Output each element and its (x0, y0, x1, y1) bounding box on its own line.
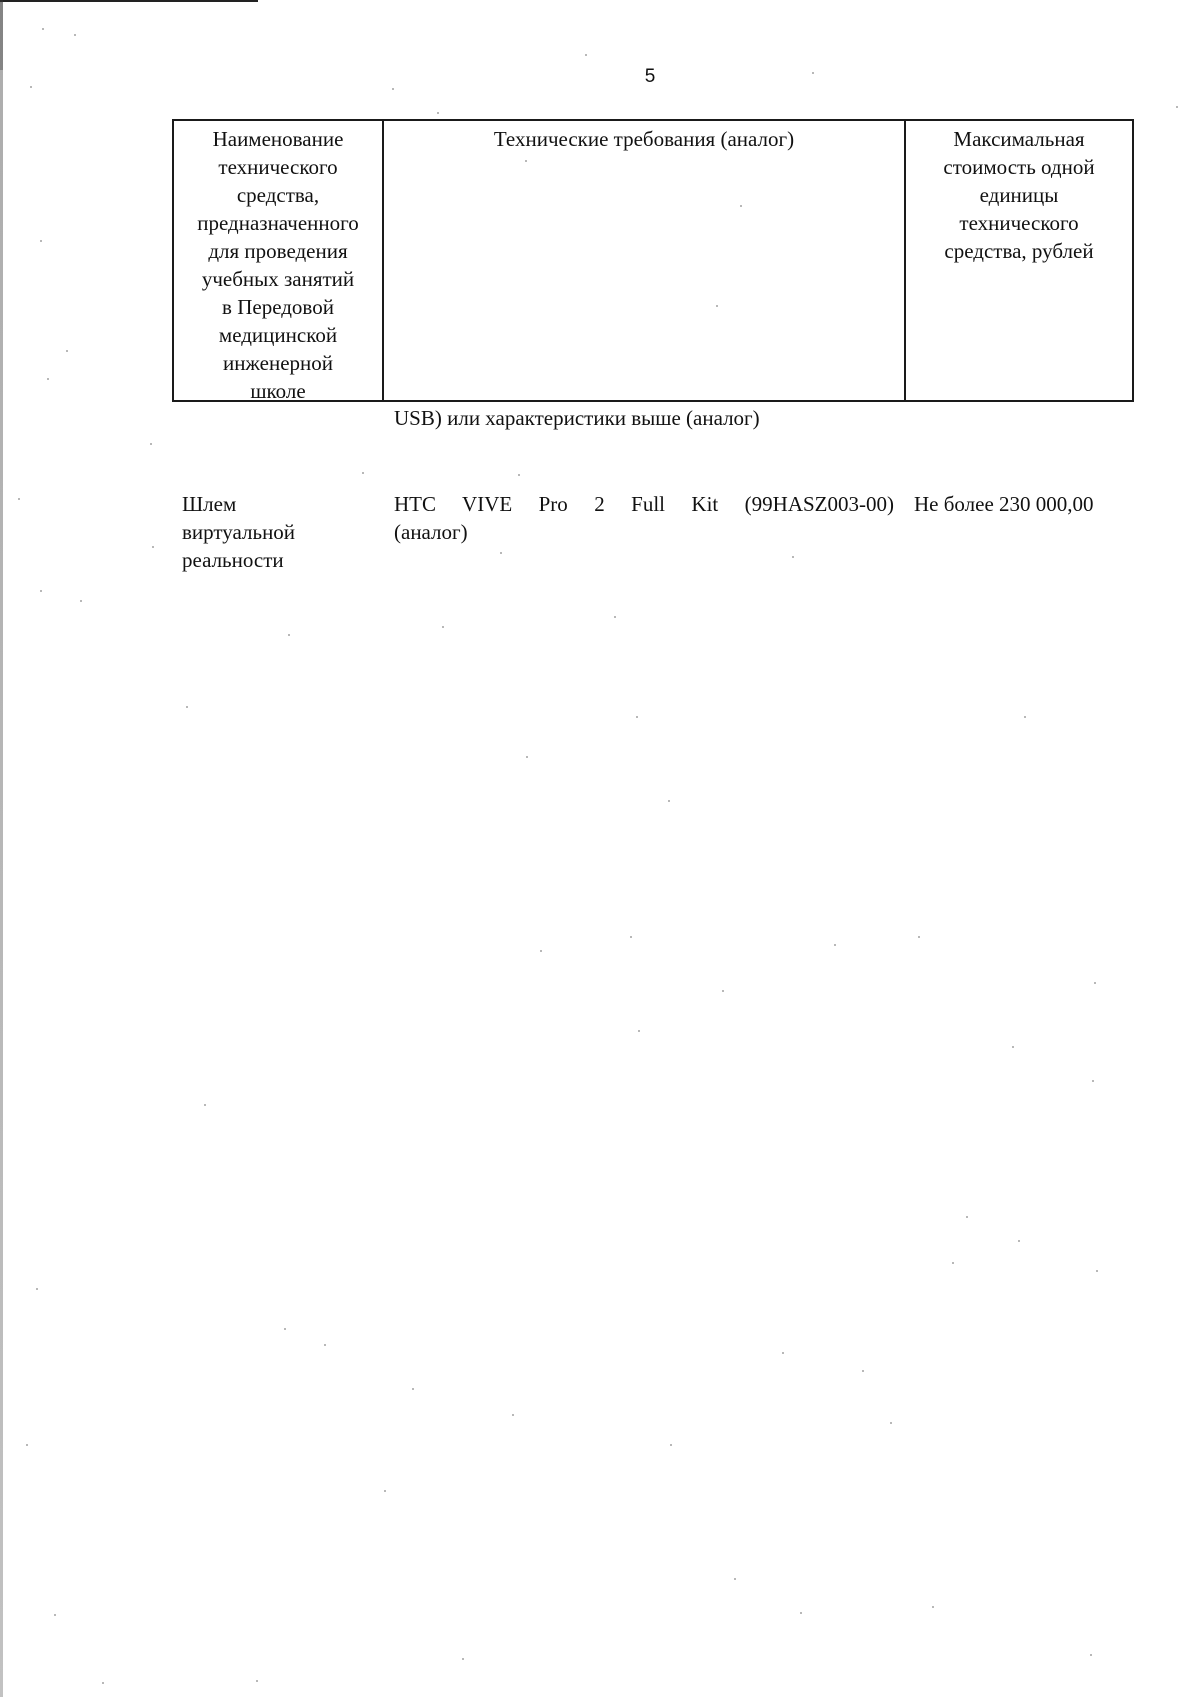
row-name-line: Шлем (182, 492, 237, 516)
header-name-line: медицинской (218, 323, 338, 347)
scan-left-edge (0, 0, 3, 1697)
header-name-line: школе (250, 379, 306, 403)
header-price-line: единицы (979, 183, 1059, 207)
requirements-continuation: USB) или характеристики выше (аналог) (394, 406, 760, 430)
table-header (172, 119, 1134, 402)
top-rule (0, 0, 258, 2)
header-name-line: предназначенного (197, 211, 359, 235)
header-name-line: технического (218, 155, 338, 179)
header-price-line: технического (959, 211, 1079, 235)
row-max-price: Не более 230 000,00 (914, 492, 1094, 516)
header-name-line: учебных занятий (201, 267, 355, 291)
header-price-line: средства, рублей (944, 239, 1094, 263)
header-name-line: инженерной (222, 351, 334, 375)
header-name-line: для проведения (208, 239, 348, 263)
header-requirements-column (384, 121, 906, 400)
header-name-line: в Передовой (222, 295, 334, 319)
header-requirements-label: Технические требования (аналог) (493, 127, 795, 151)
header-price-line: стоимость одной (943, 155, 1095, 179)
header-name-line: Наименование (212, 127, 344, 151)
row-name-line: виртуальной (182, 520, 296, 544)
row-requirements-line: (аналог) (394, 520, 468, 544)
header-price-column (906, 121, 1132, 400)
row-requirements (394, 490, 894, 546)
row-equipment-name (182, 490, 382, 574)
row-name-line: реальности (182, 548, 284, 572)
header-name-column (174, 121, 384, 403)
page-number: 5 (644, 66, 656, 87)
header-price-line: Максимальная (953, 127, 1085, 151)
row-requirements-line: HTC VIVE Pro 2 Full Kit (99HASZ003-00) (394, 492, 894, 516)
header-name-line: средства, (236, 183, 320, 207)
